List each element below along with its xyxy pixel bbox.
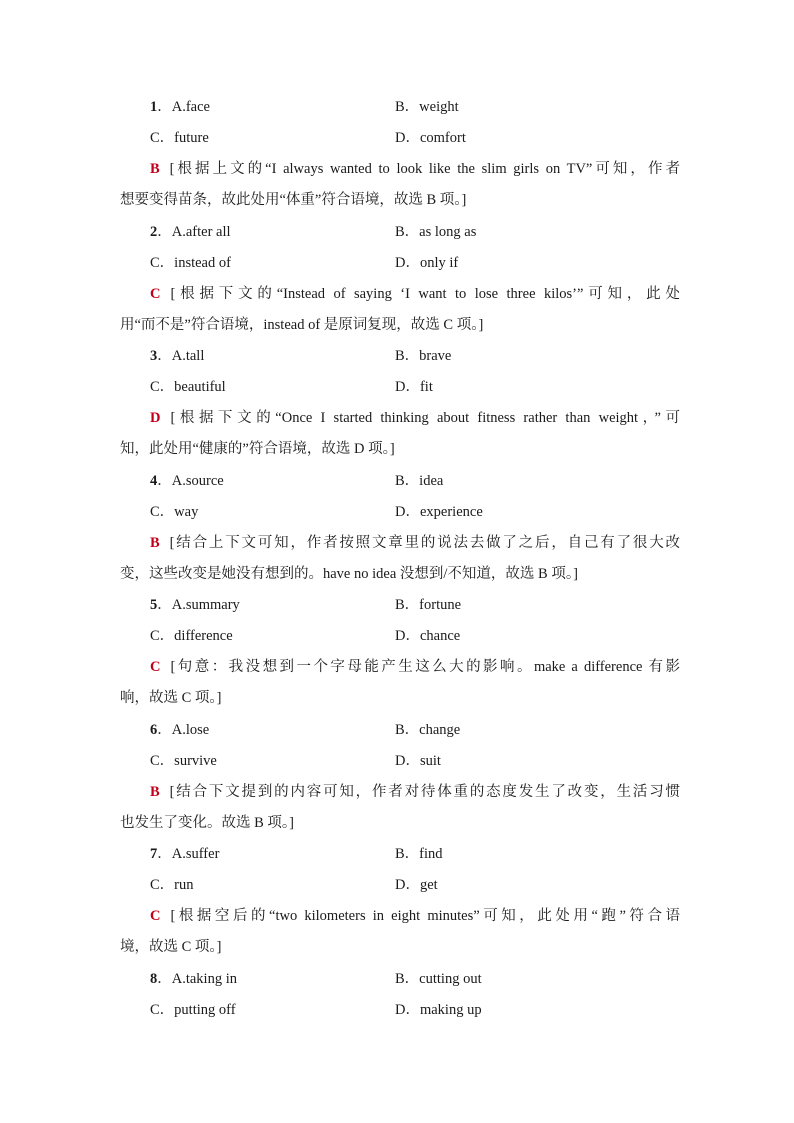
question-5-option-d: D．chance <box>395 628 461 644</box>
explanation-2-line-1: C [根据下文的“Instead of saying ‘I want to lose three kilos’”可知，此处 <box>150 286 680 302</box>
explanation-1-line-2: 想要变得苗条，故此处用“体重”符合语境，故选 B 项。] <box>120 192 467 208</box>
explanation-3-line-1: D [根据下文的“Once I started thinking about fitness rather than weight，”可 <box>150 410 680 426</box>
question-3-option-b: B．brave <box>395 348 452 364</box>
explanation-1-line-1: B [根据上文的“I always wanted to look like the slim girls on TV”可知，作者 <box>150 161 680 177</box>
question-3-option-a: 3．A.tall <box>150 348 205 364</box>
answer-letter: C <box>150 286 161 302</box>
answer-letter: D <box>150 410 161 426</box>
question-4-option-c: C．way <box>150 504 199 520</box>
question-4-option-a: 4．A.source <box>150 473 224 489</box>
question-8-option-c: C．putting off <box>150 1002 236 1018</box>
explanation-4-line-1: B [结合上下文可知，作者按照文章里的说法去做了之后，自己有了很大改 <box>150 535 680 551</box>
explanation-7-line-2: 境，故选 C 项。] <box>120 939 222 955</box>
answer-letter: B <box>150 161 160 177</box>
question-2-option-c: C．instead of <box>150 255 231 271</box>
question-1-option-a: 1．A.face <box>150 99 210 115</box>
question-6-option-d: D．suit <box>395 753 441 769</box>
answer-letter: C <box>150 908 161 924</box>
question-1-option-c: C．future <box>150 130 209 146</box>
question-3-option-d: D．fit <box>395 379 433 395</box>
question-4-option-b: B．idea <box>395 473 444 489</box>
question-8-option-d: D．making up <box>395 1002 482 1018</box>
question-8-option-b: B．cutting out <box>395 971 482 987</box>
explanation-6-line-1: B [结合下文提到的内容可知，作者对待体重的态度发生了改变，生活习惯 <box>150 784 680 800</box>
question-6-option-b: B．change <box>395 722 461 738</box>
question-number: 6 <box>150 722 158 738</box>
explanation-2-line-2: 用“而不是”符合语境，instead of 是原词复现，故选 C 项。] <box>120 317 484 333</box>
question-number: 4 <box>150 473 158 489</box>
explanation-4-line-2: 变，这些改变是她没有想到的。have no idea 没想到/不知道，故选 B 项。] <box>120 566 578 582</box>
question-6-option-c: C．survive <box>150 753 217 769</box>
explanation-5-line-1: C [句意：我没想到一个字母能产生这么大的影响。make a difference 有影 <box>150 659 680 675</box>
question-5-option-a: 5．A.summary <box>150 597 240 613</box>
question-8-option-a: 8．A.taking in <box>150 971 237 987</box>
explanation-5-line-2: 响，故选 C 项。] <box>120 690 222 706</box>
question-4-option-d: D．experience <box>395 504 483 520</box>
question-7-option-b: B．find <box>395 846 443 862</box>
answer-letter: B <box>150 535 160 551</box>
answer-letter: C <box>150 659 161 675</box>
question-1-option-d: D．comfort <box>395 130 466 146</box>
question-7-option-c: C．run <box>150 877 194 893</box>
question-2-option-d: D．only if <box>395 255 459 271</box>
question-1-option-b: B．weight <box>395 99 459 115</box>
question-number: 2 <box>150 224 158 240</box>
question-number: 8 <box>150 971 158 987</box>
question-3-option-c: C．beautiful <box>150 379 226 395</box>
explanation-7-line-1: C [根据空后的“two kilometers in eight minutes”可知，此处用“跑”符合语 <box>150 908 680 924</box>
question-2-option-b: B．as long as <box>395 224 477 240</box>
question-6-option-a: 6．A.lose <box>150 722 210 738</box>
answer-letter: B <box>150 784 160 800</box>
explanation-6-line-2: 也发生了变化。故选 B 项。] <box>120 815 294 831</box>
explanation-3-line-2: 知，此处用“健康的”符合语境，故选 D 项。] <box>120 441 395 457</box>
question-number: 1 <box>150 99 158 115</box>
question-number: 7 <box>150 846 158 862</box>
question-number: 5 <box>150 597 158 613</box>
question-7-option-d: D．get <box>395 877 438 893</box>
question-5-option-b: B．fortune <box>395 597 462 613</box>
question-5-option-c: C．difference <box>150 628 233 644</box>
question-7-option-a: 7．A.suffer <box>150 846 220 862</box>
question-2-option-a: 2．A.after all <box>150 224 231 240</box>
question-number: 3 <box>150 348 158 364</box>
